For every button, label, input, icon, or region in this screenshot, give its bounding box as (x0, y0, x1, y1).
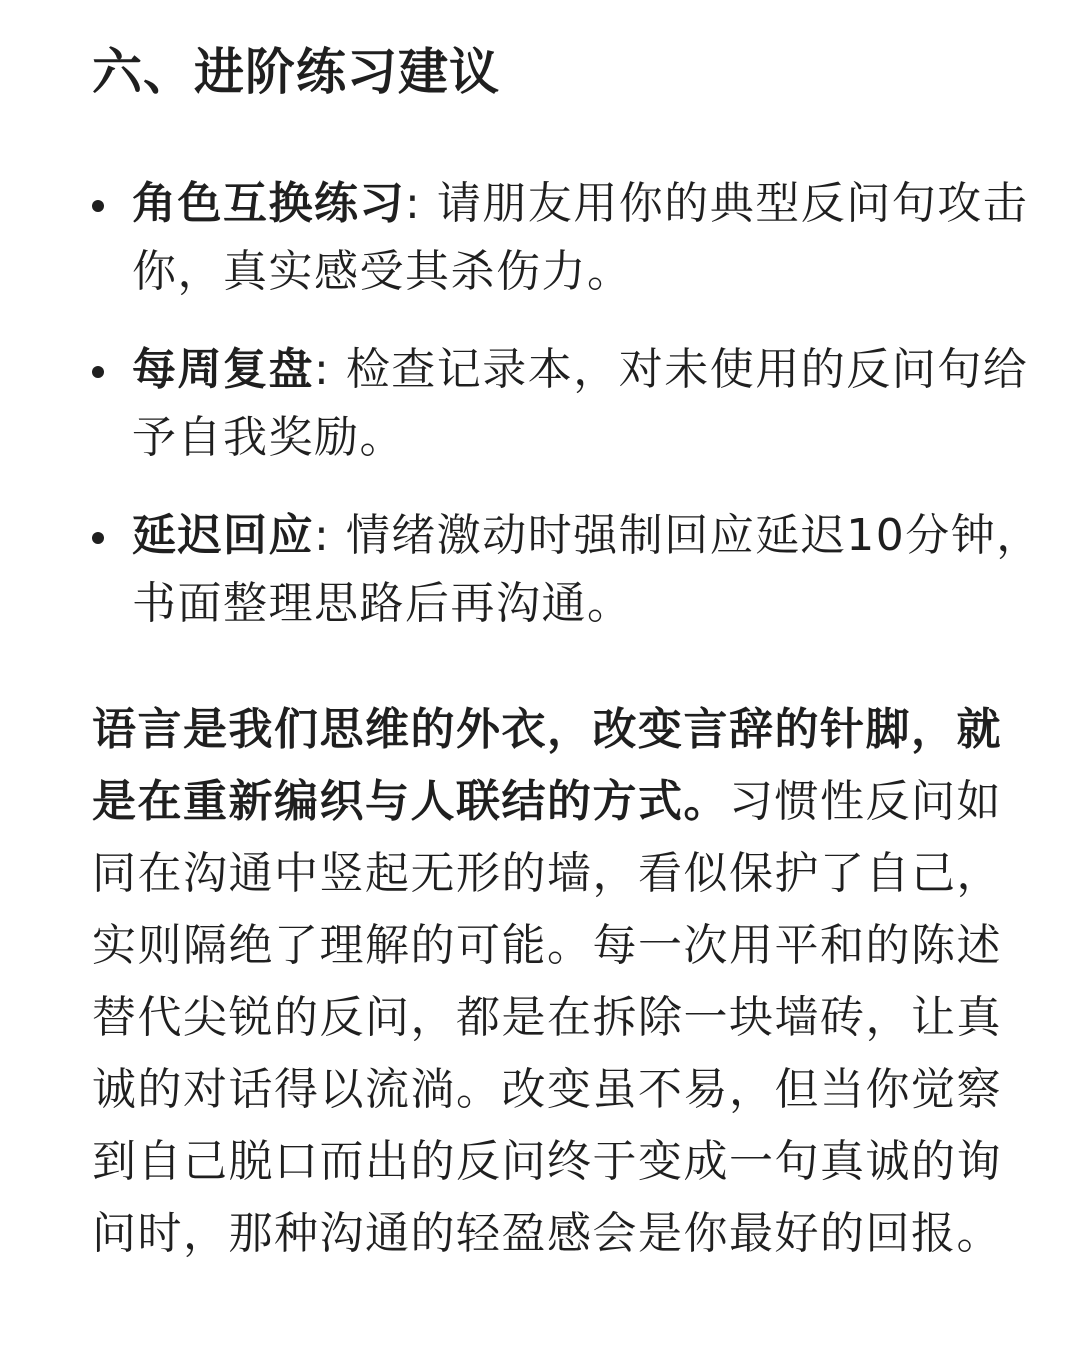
bullet-text: 情绪激动时强制回应延迟10分钟，书面整理思路后再沟通。 (132, 510, 1042, 629)
closing-paragraph (92, 694, 1042, 1270)
bullet-dot-icon (92, 532, 104, 544)
bullet-text: 检查记录本，对未使用的反问句给予自我奖励。 (132, 344, 1029, 463)
bullet-separator: : (314, 510, 346, 561)
bullet-term: 延迟回应 (132, 510, 314, 561)
list-item (92, 502, 1042, 638)
bullet-separator: : (314, 344, 346, 395)
practice-list (92, 170, 1042, 638)
section-title: 六、进阶练习建议 (92, 43, 500, 101)
bullet-dot-icon (92, 366, 104, 378)
bullet-separator: : (405, 178, 437, 229)
list-item (92, 170, 1042, 306)
bullet-term: 角色互换练习 (132, 178, 405, 229)
bullet-text: 请朋友用你的典型反问句攻击你，真实感受其杀伤力。 (132, 178, 1029, 297)
article (92, 36, 1042, 1314)
bullet-dot-icon (92, 200, 104, 212)
bullet-term: 每周复盘 (132, 344, 314, 395)
closing-emphasis: 语言是我们思维的外衣，改变言辞的针脚，就是在重新编织与人联结的方式。 (92, 704, 1002, 827)
list-item (92, 336, 1042, 472)
closing-body: 习惯性反问如同在沟通中竖起无形的墙，看似保护了自己，实则隔绝了理解的可能。每一次用平和的陈述替代尖锐的反问，都是在拆除一块墙砖，让真诚的对话得以流淌。改变虽不易，但当你觉察到自己脱口而出的反问终于变成一句真诚的询问时，那种沟通的轻盈感会是你最好的回报。 (92, 776, 1002, 1259)
